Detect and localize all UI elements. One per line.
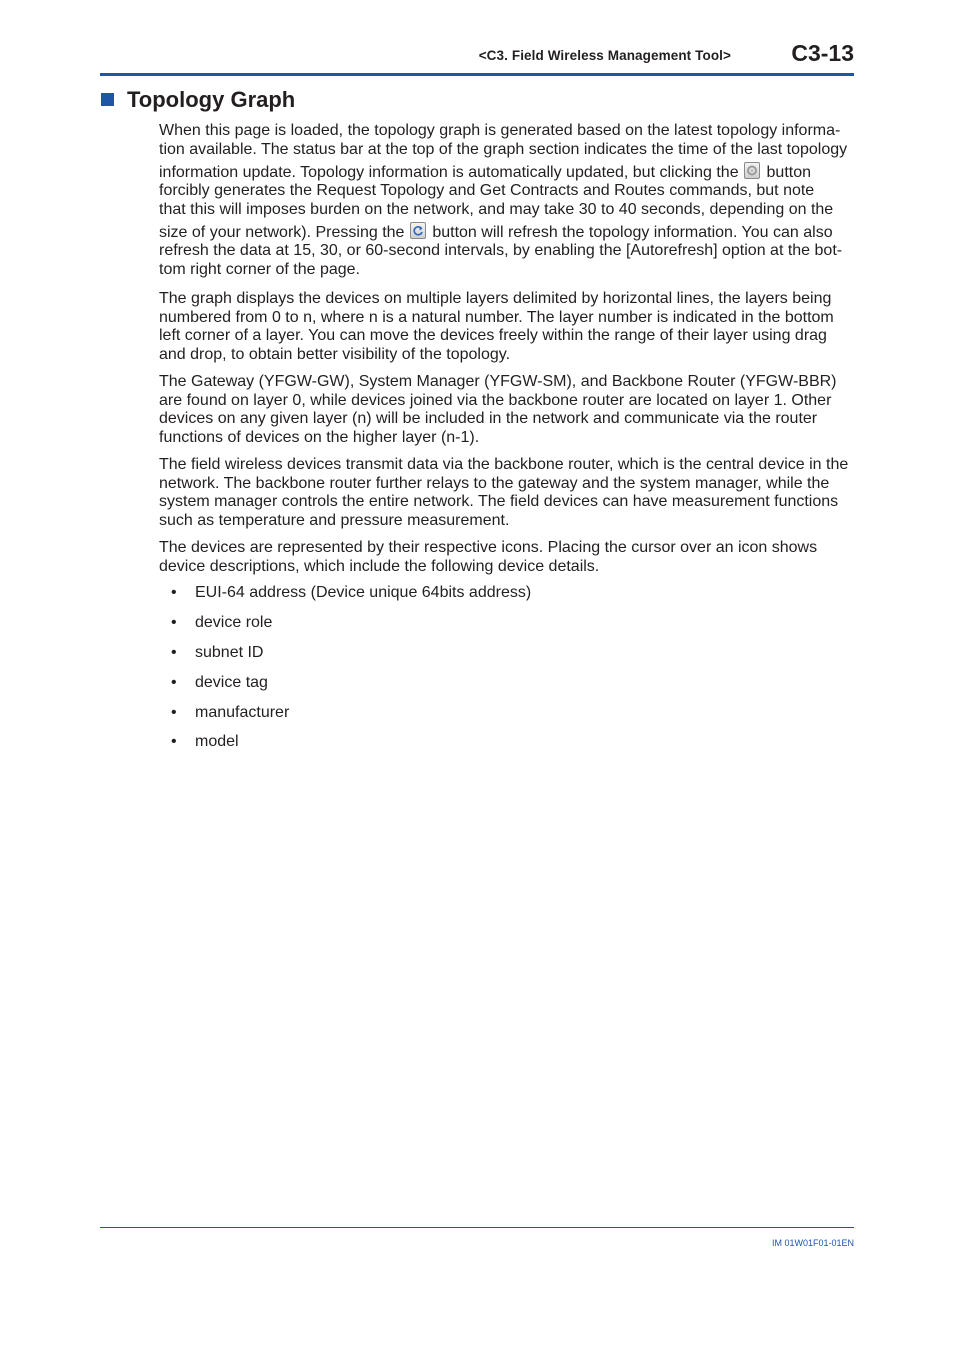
list-item	[171, 674, 268, 692]
text-line: that this will imposes burden on the network, and may take 30 to 40 seconds, depending on the	[159, 200, 834, 218]
list-item	[171, 644, 263, 662]
bullet-icon: •	[171, 674, 177, 691]
text-line: tom right corner of the page.	[159, 260, 360, 278]
bullet-icon: •	[171, 733, 177, 750]
list-item-text: subnet ID	[195, 644, 264, 661]
gear-button-icon	[744, 162, 760, 179]
text-line: devices on any given layer (n) will be included in the network and communicate via the router	[159, 410, 818, 427]
paragraph-topology-intro	[159, 122, 855, 279]
section-title: Topology Graph	[127, 87, 296, 112]
bullet-icon: •	[171, 584, 177, 601]
section-marker-icon	[101, 93, 114, 106]
text-line: The graph displays the devices on multiple layers delimited by horizontal lines, the layers being	[159, 290, 832, 307]
text-line: refresh the data at 15, 30, or 60-second intervals, by enabling the [Autorefresh] option at the bot-	[159, 242, 843, 259]
text-line: network. The backbone router further relays to the gateway and the system manager, while the	[159, 474, 830, 492]
paragraph-field-devices	[159, 456, 855, 530]
bullet-icon: •	[171, 644, 177, 661]
footer-rule	[100, 1227, 854, 1228]
refresh-button-icon	[410, 222, 426, 239]
text-line	[159, 159, 855, 182]
running-header-chapter: <C3. Field Wireless Management Tool>	[478, 48, 731, 63]
list-item	[171, 614, 272, 632]
text-line	[159, 219, 855, 242]
footer-doc-number: IM 01W01F01-01EN	[771, 1238, 854, 1248]
text-segment: size of your network). Pressing the	[159, 224, 405, 241]
text-line: such as temperature and pressure measurement.	[159, 511, 510, 529]
text-line: system manager controls the entire network. The field devices can have measurement functions	[159, 493, 839, 510]
text-line: The field wireless devices transmit data via the backbone router, which is the central device in the	[159, 456, 849, 473]
paragraph-device-icons	[159, 539, 855, 576]
text-line: are found on layer 0, while devices joined via the backbone router are located on layer 1. Other	[159, 391, 832, 409]
text-line: When this page is loaded, the topology graph is generated based on the latest topology informa-	[159, 122, 841, 139]
list-item-text: device role	[195, 614, 273, 631]
text-line: device descriptions, which include the following device details.	[159, 557, 600, 575]
text-line: numbered from 0 to n, where n is a natural number. The layer number is indicated in the bottom	[159, 308, 834, 326]
list-item	[171, 584, 531, 602]
text-line: forcibly generates the Request Topology and Get Contracts and Routes commands, but note	[159, 182, 815, 199]
list-item-text: manufacturer	[195, 704, 290, 721]
text-line: tion available. The status bar at the top of the graph section indicates the time of the last topology	[159, 140, 848, 158]
paragraph-layers	[159, 290, 855, 364]
list-item-text: EUI-64 address (Device unique 64bits address)	[195, 584, 532, 601]
list-item	[171, 733, 239, 751]
page-number: C3-13	[791, 40, 854, 66]
text-line: and drop, to obtain better visibility of the topology.	[159, 345, 511, 363]
text-line: The devices are represented by their respective icons. Placing the cursor over an icon shows	[159, 539, 818, 556]
bullet-icon: •	[171, 614, 177, 631]
paragraph-devices-layer0	[159, 373, 855, 447]
bullet-icon: •	[171, 704, 177, 721]
text-line: functions of devices on the higher layer (n-1).	[159, 428, 480, 446]
list-item-text: model	[195, 733, 239, 750]
list-item	[171, 704, 289, 722]
list-item-text: device tag	[195, 674, 268, 691]
text-line: The Gateway (YFGW-GW), System Manager (YFGW-SM), and Backbone Router (YFGW-BBR)	[159, 373, 837, 390]
text-segment: button will refresh the topology information. You can also	[432, 224, 833, 241]
text-segment: button	[766, 164, 811, 181]
text-segment: information update. Topology information is automatically updated, but clicking the	[159, 164, 739, 181]
text-line: left corner of a layer. You can move the devices freely within the range of their layer using drag	[159, 327, 827, 344]
header-rule	[100, 73, 854, 76]
